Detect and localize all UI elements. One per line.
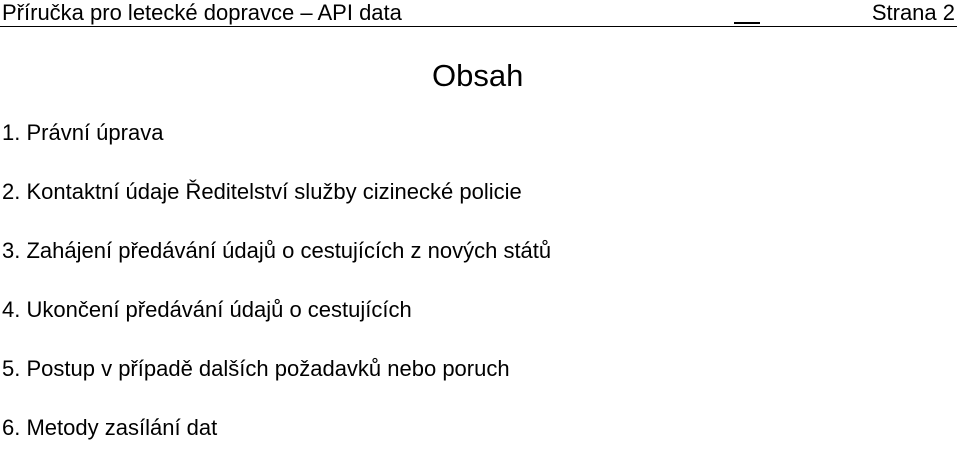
toc-item-4[interactable]: [2, 297, 551, 323]
toc-item-6[interactable]: [2, 415, 551, 441]
toc-item-label: Kontaktní údaje Ředitelství služby cizinecké policie: [26, 179, 522, 204]
toc-item-label: Postup v případě dalších požadavků nebo poruch: [26, 356, 510, 381]
page-header: [0, 0, 957, 27]
toc-item-number: 5.: [2, 356, 21, 381]
toc-item-1[interactable]: [2, 120, 551, 146]
toc-item-3[interactable]: [2, 238, 551, 264]
toc-item-number: 4.: [2, 297, 21, 322]
page-number: Strana 2: [871, 0, 955, 25]
toc-item-number: 6.: [2, 415, 21, 440]
toc-item-label: Metody zasílání dat: [26, 415, 218, 440]
toc-title: Obsah: [432, 58, 524, 93]
toc-item-5[interactable]: [2, 356, 551, 382]
header-underline-blank: [734, 22, 760, 24]
toc-item-2[interactable]: [2, 179, 551, 205]
header-title: Příručka pro letecké dopravce – API data: [2, 0, 402, 25]
toc-item-number: 3.: [2, 238, 21, 263]
toc-item-label: Zahájení předávání údajů o cestujících z nových států: [26, 238, 552, 263]
toc-item-number: 2.: [2, 179, 21, 204]
toc-item-label: Ukončení předávání údajů o cestujících: [26, 297, 412, 322]
toc-list: [2, 120, 551, 474]
toc-item-number: 1.: [2, 120, 21, 145]
toc-item-label: Právní úprava: [26, 120, 164, 145]
